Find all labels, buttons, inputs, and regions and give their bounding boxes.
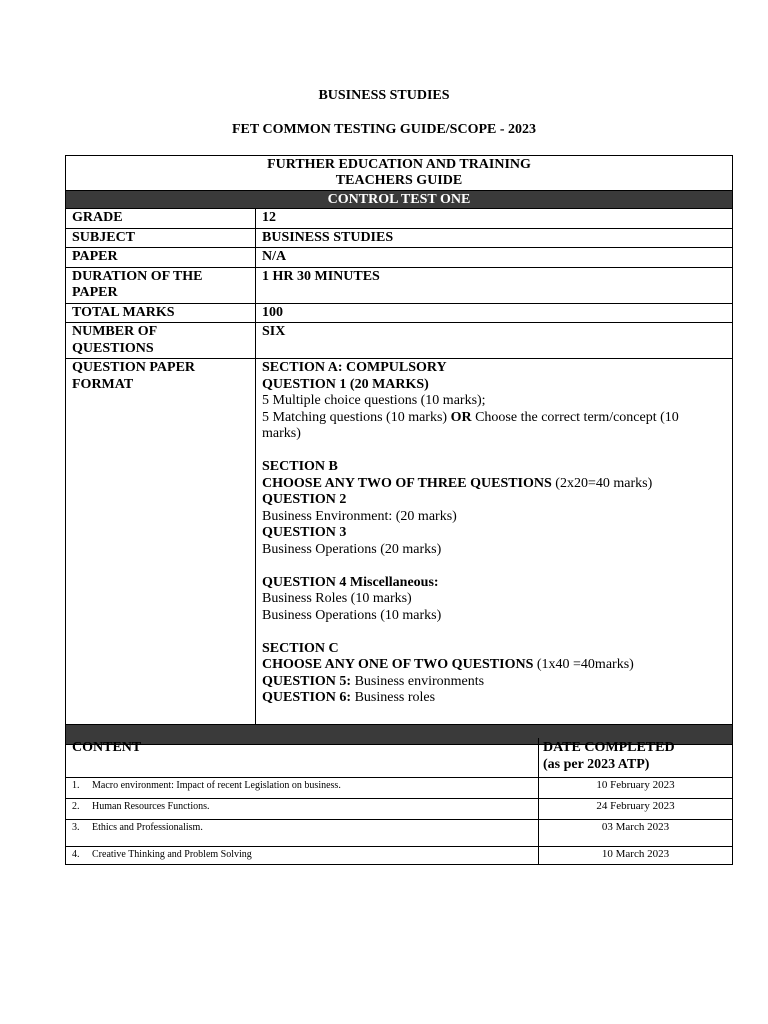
duration-label-line-2: PAPER [72, 285, 118, 300]
section-a-heading: SECTION A: COMPULSORY [262, 360, 447, 375]
content-item [66, 778, 539, 798]
item-number: 1. [72, 780, 80, 791]
section-b-choose: CHOOSE ANY TWO OF THREE QUESTIONS [262, 475, 552, 491]
item-number: 3. [72, 822, 80, 833]
q1-line-1: 5 Multiple choice questions (10 marks); [262, 393, 486, 408]
q4-description-2: Business Operations (10 marks) [262, 607, 442, 623]
row-question-paper-format [66, 358, 732, 724]
date-column-header [539, 738, 732, 777]
number-of-questions-value: SIX [262, 324, 286, 339]
duration-label-line-1: DURATION OF THE [72, 268, 203, 284]
duration-label [66, 268, 256, 303]
grade-value: 12 [262, 210, 276, 225]
q1-line-2 [262, 410, 726, 427]
row-duration [66, 267, 732, 303]
q3-description: Business Operations (20 marks) [262, 541, 442, 557]
q2-description: Business Environment: (20 marks) [262, 508, 457, 524]
question-5-line [262, 674, 726, 691]
document-subtitle: FET COMMON TESTING GUIDE/SCOPE - 2023 [231, 122, 537, 137]
grade-label: GRADE [66, 209, 256, 228]
table-row [66, 819, 732, 846]
subject-value: BUSINESS STUDIES [262, 229, 394, 245]
q6-description: Business roles [351, 690, 436, 705]
question-2-heading: QUESTION 2 [262, 492, 347, 507]
item-text: Creative Thinking and Problem Solving [92, 849, 252, 860]
content-item [66, 820, 539, 846]
q1-line-2-b: Choose the correct term/concept (10 [471, 409, 679, 425]
paper-value: N/A [262, 249, 287, 264]
header-line-1: FURTHER EDUCATION AND TRAINING [267, 157, 531, 172]
control-test-bar: CONTROL TEST ONE [66, 191, 732, 208]
section-c-choose: CHOOSE ANY ONE OF TWO QUESTIONS [262, 657, 534, 672]
info-table [65, 155, 733, 745]
number-of-questions-line-2: QUESTIONS [72, 340, 154, 356]
question-1-heading: QUESTION 1 (20 MARKS) [262, 376, 429, 392]
question-5-heading: QUESTION 5: [262, 673, 352, 689]
table-row [66, 777, 732, 798]
header-line-2: TEACHERS GUIDE [335, 173, 463, 188]
content-header-row [66, 738, 732, 777]
item-number: 4. [72, 849, 80, 860]
document-title: BUSINESS STUDIES [318, 88, 450, 103]
section-b-choose-line [262, 476, 726, 493]
subject-label: SUBJECT [66, 229, 256, 248]
row-subject [66, 228, 732, 248]
format-value [256, 359, 732, 724]
table-header [66, 156, 732, 191]
table-row [66, 798, 732, 819]
content-table [65, 738, 733, 865]
question-4-heading: QUESTION 4 Miscellaneous: [262, 574, 439, 590]
item-date: 03 March 2023 [601, 821, 670, 833]
q4-description-1: Business Roles (10 marks) [262, 591, 412, 606]
q1-or: OR [450, 409, 472, 425]
section-c-marks: (1x40 =40marks) [533, 657, 634, 672]
item-number: 2. [72, 801, 80, 812]
section-c-choose-line [262, 657, 726, 674]
content-item [66, 799, 539, 819]
format-label [66, 359, 256, 724]
date-column-header-line-1: DATE COMPLETED [543, 740, 675, 755]
section-c-heading: SECTION C [262, 640, 339, 656]
q1-line-2-a: 5 Matching questions (10 marks) [262, 409, 451, 425]
format-label-line-1: QUESTION PAPER [72, 360, 196, 375]
item-text: Ethics and Professionalism. [92, 822, 203, 833]
row-paper [66, 247, 732, 267]
content-item [66, 847, 539, 864]
q1-line-3: marks) [262, 426, 301, 441]
item-date: 10 February 2023 [596, 779, 675, 791]
item-text: Human Resources Functions. [92, 801, 210, 812]
item-date: 10 March 2023 [601, 848, 670, 860]
q5-description: Business environments [351, 673, 485, 689]
total-marks-value: 100 [262, 304, 283, 320]
row-total-marks [66, 303, 732, 323]
item-text: Macro environment: Impact of recent Legislation on business. [92, 780, 341, 791]
question-6-heading: QUESTION 6: [262, 690, 352, 705]
item-date: 24 February 2023 [596, 800, 675, 812]
table-row [66, 846, 732, 864]
total-marks-label: TOTAL MARKS [66, 304, 256, 323]
question-6-line [262, 690, 726, 707]
question-3-heading: QUESTION 3 [262, 525, 347, 540]
number-of-questions-line-1: NUMBER OF [72, 324, 158, 339]
row-number-of-questions [66, 322, 732, 358]
paper-label: PAPER [66, 248, 256, 267]
format-label-line-2: FORMAT [72, 376, 134, 392]
row-grade [66, 208, 732, 228]
number-of-questions-label [66, 323, 256, 358]
section-b-marks: (2x20=40 marks) [551, 475, 653, 491]
content-column-header: CONTENT [66, 738, 539, 777]
section-b-heading: SECTION B [262, 459, 338, 474]
duration-value: 1 HR 30 MINUTES [262, 268, 380, 284]
date-column-header-line-2: (as per 2023 ATP) [543, 757, 650, 772]
